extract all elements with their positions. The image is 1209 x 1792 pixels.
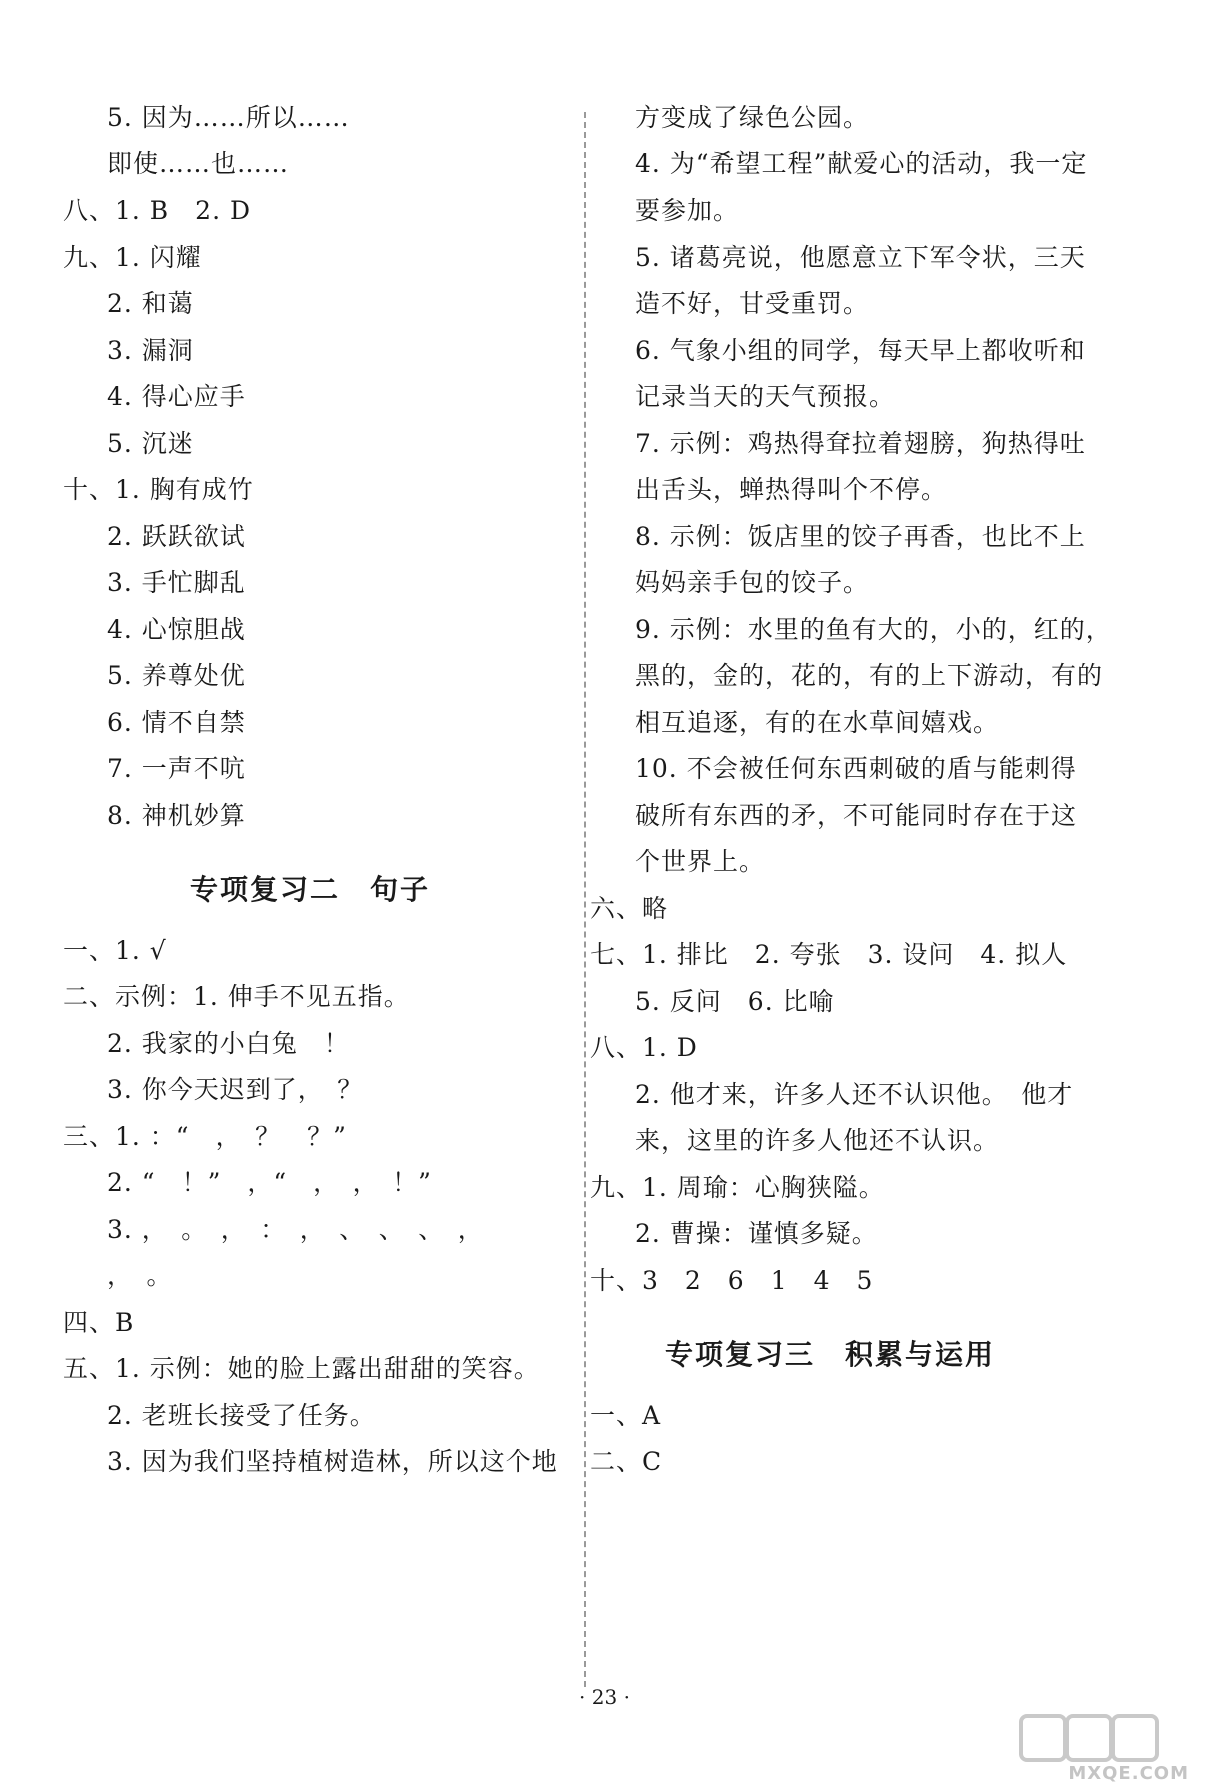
answer-line: 6. 情不自禁 (107, 708, 246, 737)
page-number: · 23 · (579, 1685, 630, 1709)
answer-line: 2. 老班长接受了任务。 (107, 1401, 376, 1430)
answer-line: 妈妈亲手包的饺子。 (635, 568, 870, 597)
answer-line: 2. 和蔼 (107, 289, 194, 318)
column-divider (584, 112, 586, 1687)
section-heading: 专项复习二 句子 (190, 873, 431, 906)
watermark-box-icon (1065, 1714, 1113, 1762)
answer-line: 来，这里的许多人他还不认识。 (635, 1126, 1000, 1155)
answer-line: 一、A (590, 1401, 662, 1430)
answer-line: 4. 心惊胆战 (107, 615, 246, 644)
answer-line: 三、1. ：“ ， ？ ？” (63, 1122, 347, 1151)
answer-line: 十、1. 胸有成竹 (63, 475, 254, 504)
answer-line: 十、3 2 6 1 4 5 (590, 1266, 874, 1295)
answer-line: 3. 你今天迟到了， ？ (107, 1075, 364, 1104)
answer-line: 6. 气象小组的同学，每天早上都收听和 (635, 336, 1086, 365)
answer-line: 黑的，金的，花的，有的上下游动，有的 (635, 661, 1104, 690)
answer-line: 3. 漏洞 (107, 336, 194, 365)
answer-line: 要参加。 (635, 196, 740, 225)
answer-line: 2. 他才来，许多人还不认识他。 他才 (635, 1080, 1074, 1109)
answer-line: 九、1. 周瑜：心胸狭隘。 (590, 1173, 885, 1202)
answer-line: 8. 神机妙算 (107, 801, 246, 830)
answer-line: 方变成了绿色公园。 (635, 103, 870, 132)
answer-line: 3. 手忙脚乱 (107, 568, 246, 597)
answer-line: 出舌头，蝉热得叫个不停。 (635, 475, 948, 504)
answer-line: 5. 诸葛亮说，他愿意立下军令状，三天 (635, 243, 1086, 272)
watermark-logo (1019, 1714, 1189, 1784)
answer-line: 2. 跃跃欲试 (107, 522, 246, 551)
answer-line: 5. 因为……所以…… (107, 103, 350, 132)
answer-line: 4. 得心应手 (107, 382, 246, 411)
answer-line: 2. 我家的小白兔 ！ (107, 1029, 350, 1058)
answer-line: 二、示例：1. 伸手不见五指。 (63, 982, 410, 1011)
answer-line: 相互追逐，有的在水草间嬉戏。 (635, 708, 1000, 737)
answer-line: 九、1. 闪耀 (63, 243, 202, 272)
answer-line: 记录当天的天气预报。 (635, 382, 896, 411)
answer-line: 造不好，甘受重罚。 (635, 289, 870, 318)
answer-line: 八、1. B 2. D (63, 196, 252, 225)
answer-line: 六、略 (590, 894, 669, 923)
answer-line: 10. 不会被任何东西刺破的盾与能刺得 (635, 754, 1077, 783)
watermark-text: MXQE.COM (1068, 1763, 1189, 1784)
watermark-box-icon (1111, 1714, 1159, 1762)
answer-line: 3. ， 。 ， ： ， 、 、 、 ， (107, 1215, 484, 1244)
answer-line: 8. 示例：饭店里的饺子再香，也比不上 (635, 522, 1086, 551)
answer-line: 3. 因为我们坚持植树造林，所以这个地 (107, 1447, 558, 1476)
answer-line: 5. 沉迷 (107, 429, 194, 458)
answer-line: 一、1. √ (63, 936, 167, 965)
answer-line: 2. “ ！” ，“ ， ， ！” (107, 1168, 432, 1197)
answer-line: 四、B (63, 1308, 135, 1337)
answer-line: 二、C (590, 1447, 663, 1476)
answer-line: 2. 曹操：谨慎多疑。 (635, 1219, 878, 1248)
answer-line: 4. 为“希望工程”献爱心的活动，我一定 (635, 149, 1088, 178)
section-heading: 专项复习三 积累与运用 (665, 1338, 996, 1371)
answer-line: 破所有东西的矛，不可能同时存在于这 (635, 801, 1078, 830)
watermark-box-icon (1019, 1714, 1067, 1762)
answer-line: 即使……也…… (107, 149, 290, 178)
answer-line: 5. 反问 6. 比喻 (635, 987, 835, 1016)
answer-line: 7. 一声不吭 (107, 754, 246, 783)
answer-line: 9. 示例：水里的鱼有大的，小的，红的， (635, 615, 1112, 644)
answer-line: ， 。 (107, 1261, 173, 1290)
answer-line: 五、1. 示例：她的脸上露出甜甜的笑容。 (63, 1354, 540, 1383)
answer-line: 个世界上。 (635, 847, 766, 876)
answer-line: 5. 养尊处优 (107, 661, 246, 690)
answer-line: 七、1. 排比 2. 夸张 3. 设问 4. 拟人 (590, 940, 1068, 969)
answer-line: 7. 示例：鸡热得耷拉着翅膀，狗热得吐 (635, 429, 1086, 458)
answer-line: 八、1. D (590, 1033, 698, 1062)
